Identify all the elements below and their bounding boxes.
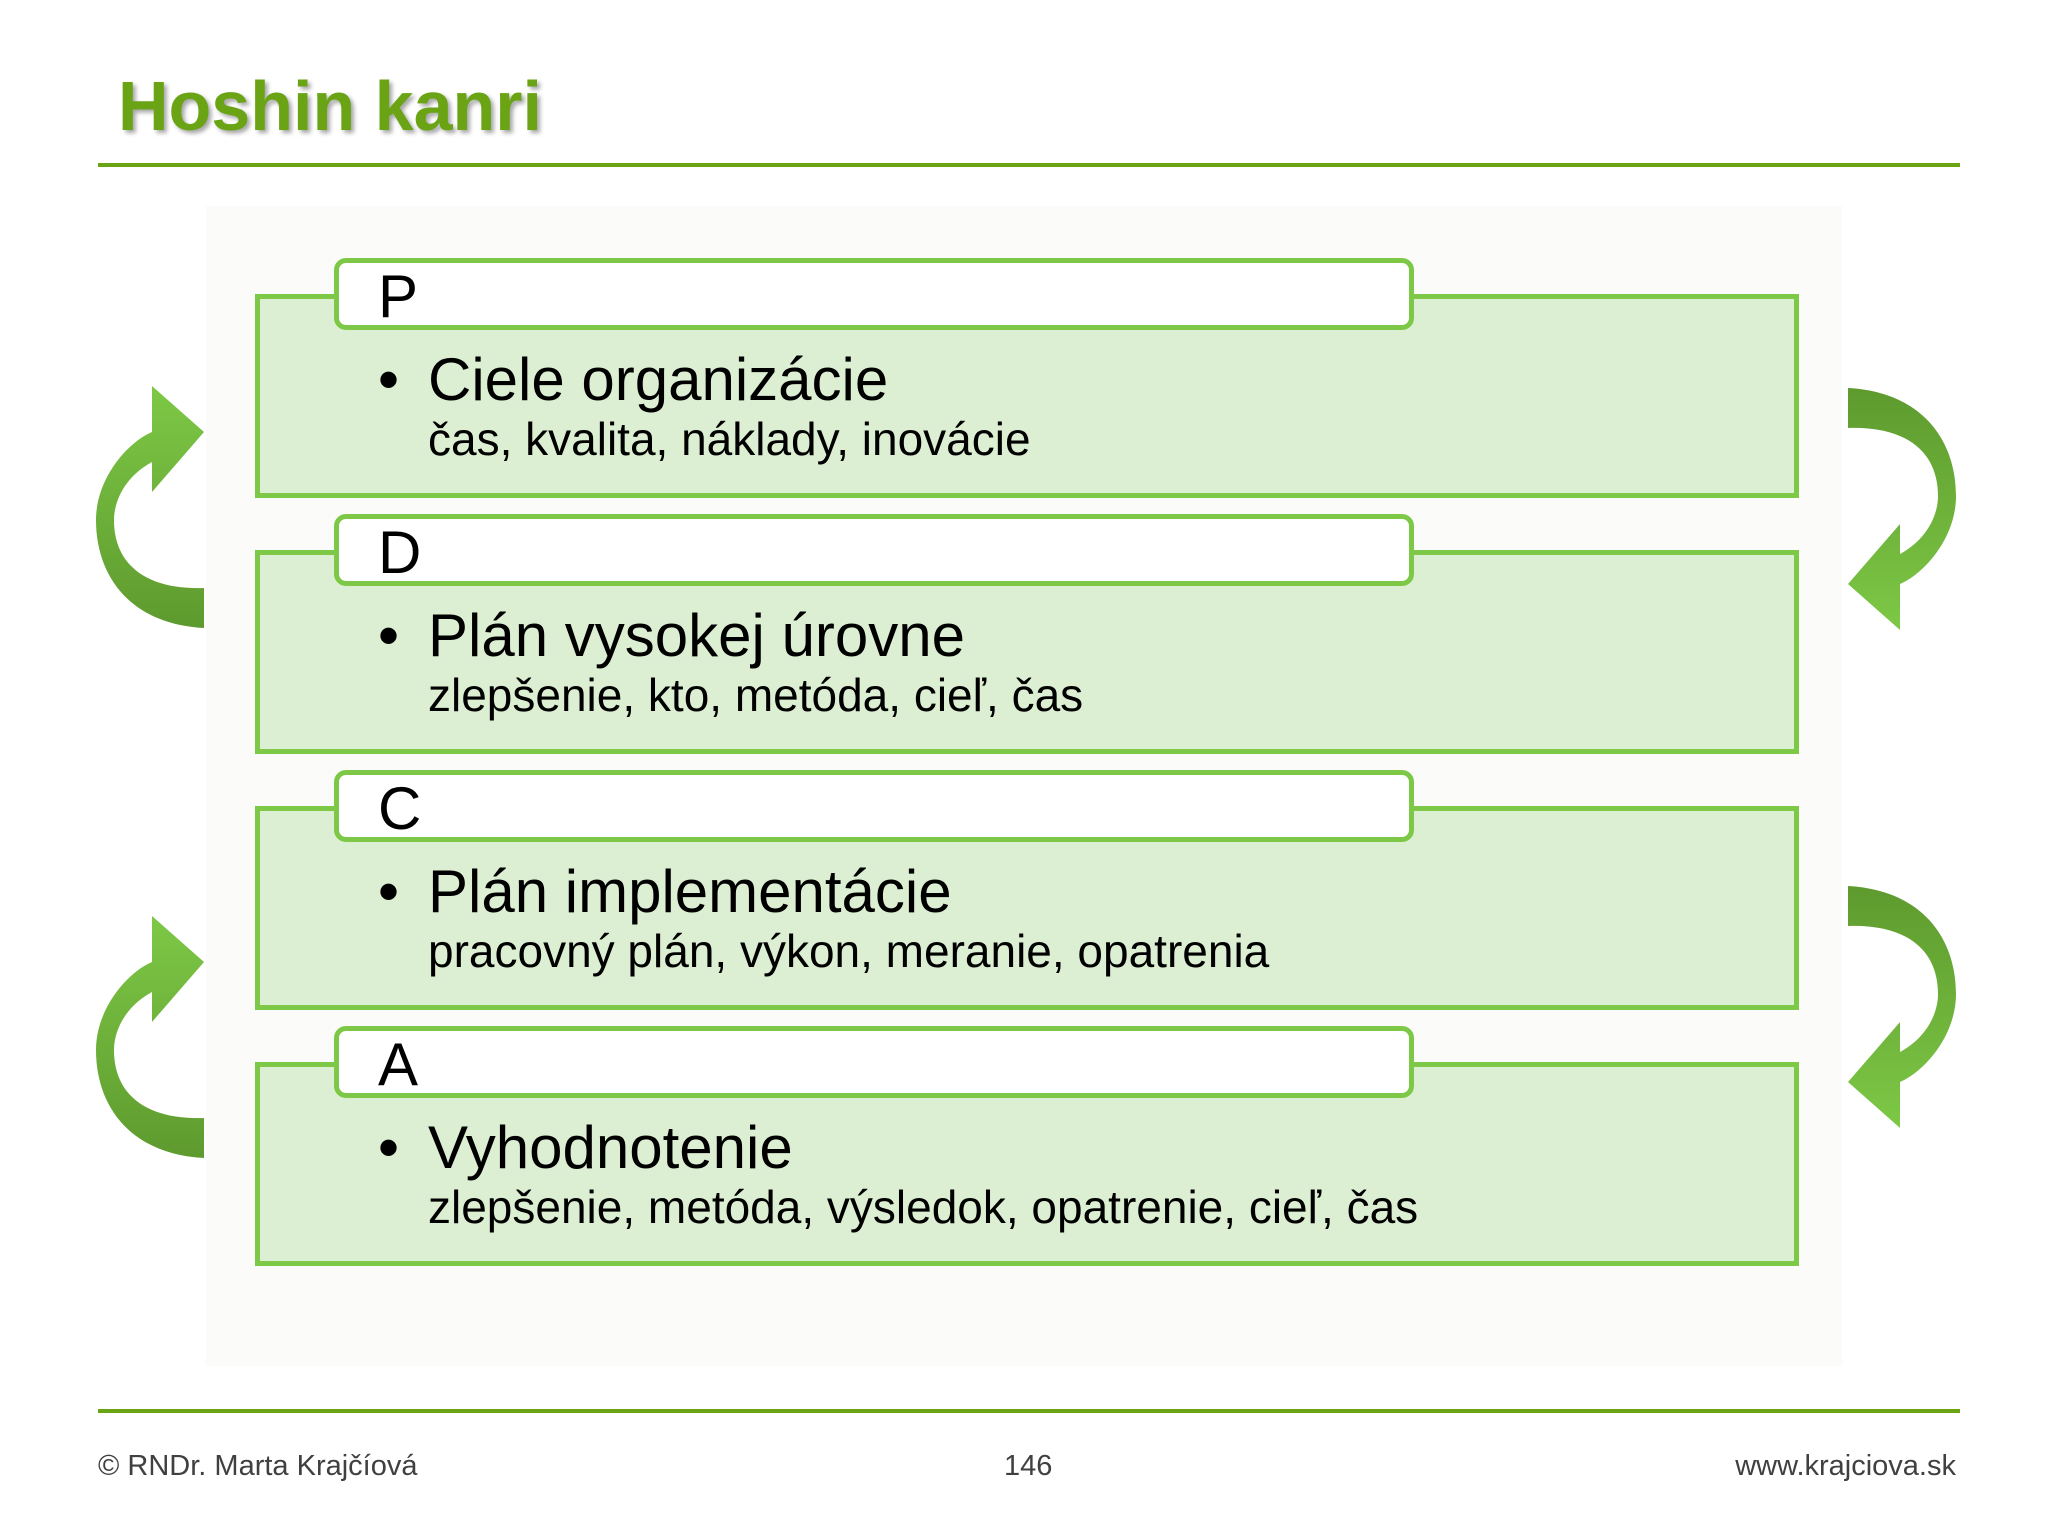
cycle-up-arrow-icon xyxy=(90,910,210,1170)
bullet-icon: • xyxy=(378,346,400,413)
stage-details: zlepšenie, kto, metóda, cieľ, čas xyxy=(428,669,1084,721)
stage-details: zlepšenie, metóda, výsledok, opatrenie, cieľ, čas xyxy=(428,1181,1419,1233)
stage-letter: A xyxy=(378,1031,419,1098)
stage-letter: P xyxy=(378,263,419,330)
stage-heading-text: Plán vysokej úrovne xyxy=(428,602,965,669)
stage-letter: C xyxy=(378,775,422,842)
stage-tab xyxy=(334,514,1414,586)
footer-divider xyxy=(98,1409,1960,1413)
slide-title: Hoshin kanri xyxy=(118,67,542,145)
stage-details: pracovný plán, výkon, meranie, opatrenia xyxy=(428,925,1270,977)
stage-heading xyxy=(378,602,965,669)
bullet-icon: • xyxy=(378,1114,400,1181)
stage-heading-text: Plán implementácie xyxy=(428,858,952,925)
stage-heading xyxy=(378,858,952,925)
stage-heading-text: Ciele organizácie xyxy=(428,346,889,413)
stage-heading xyxy=(378,346,889,413)
cycle-up-arrow-icon xyxy=(90,380,210,640)
stage-letter: D xyxy=(378,519,422,586)
bullet-icon: • xyxy=(378,858,400,925)
footer-page-number: 146 xyxy=(1004,1450,1053,1482)
stage-tab xyxy=(334,1026,1414,1098)
stage-details: čas, kvalita, náklady, inovácie xyxy=(428,413,1031,465)
footer-author: © RNDr. Marta Krajčíová xyxy=(98,1450,418,1482)
stage-heading xyxy=(378,1114,793,1181)
footer-website: www.krajciova.sk xyxy=(1735,1450,1956,1482)
stage-heading-text: Vyhodnotenie xyxy=(428,1114,793,1181)
stage-tab xyxy=(334,258,1414,330)
stage-tab xyxy=(334,770,1414,842)
cycle-down-arrow-icon xyxy=(1842,878,1962,1138)
bullet-icon: • xyxy=(378,602,400,669)
cycle-down-arrow-icon xyxy=(1842,380,1962,640)
title-divider xyxy=(98,163,1960,167)
